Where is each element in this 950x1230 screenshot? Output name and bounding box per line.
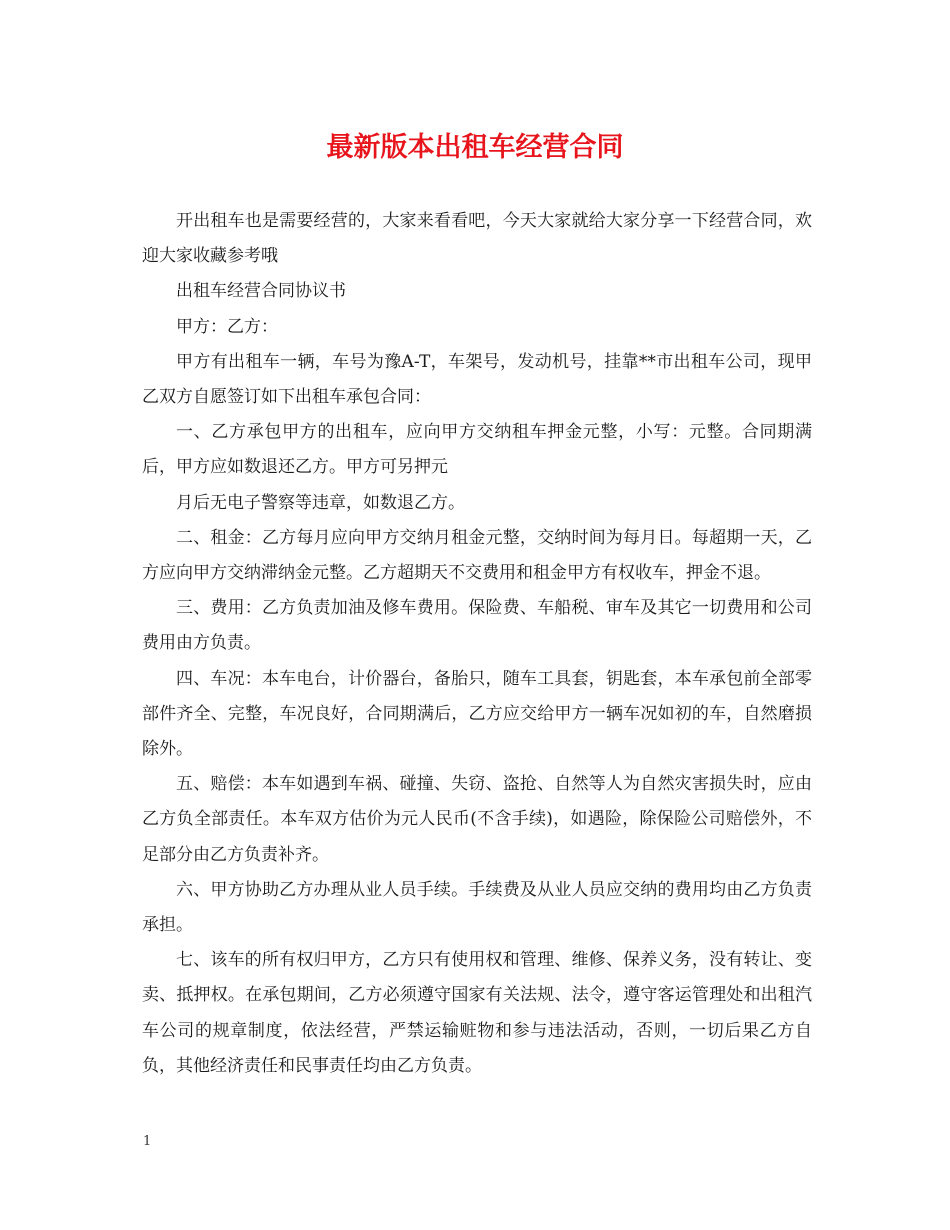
paragraph-clause-2: 二、租金：乙方每月应向甲方交纳月租金元整，交纳时间为每月日。每超期一天，乙方应向甲方交纳滞纳金元整。乙方超期天不交费用和租金甲方有权收车，押金不退。 [142, 527, 812, 584]
paragraph-vehicle-info: 甲方有出租车一辆，车号为豫A-T，车架号，发动机号，挂靠**市出租车公司，现甲乙双方自愿签订如下出租车承包合同： [142, 351, 812, 408]
paragraph-clause-7: 七、该车的所有权归甲方，乙方只有使用权和管理、维修、保养义务，没有转让、变卖、抵押权。在承包期间，乙方必须遵守国家有关法规、法令，遵守客运管理处和出租汽车公司的规章制度，依法经营，严禁运输赃物和参与违法活动，否则，一切后果乙方自负，其他经济责任和民事责任均由乙方负责。 [142, 950, 812, 1076]
paragraph-clause-1: 一、乙方承包甲方的出租车，应向甲方交纳租车押金元整，小写：元整。合同期满后，甲方应如数退还乙方。甲方可另押元 [142, 422, 812, 478]
paragraph-clause-6: 六、甲方协助乙方办理从业人员手续。手续费及从业人员应交纳的费用均由乙方负责承担。 [142, 879, 812, 936]
paragraph-clause-5: 五、赔偿：本车如遇到车祸、碰撞、失窃、盗抢、自然等人为自然灾害损失时，应由乙方负全部责任。本车双方估价为元人民币(不含手续)，如遇险，除保险公司赔偿外，不足部分由乙方负责补齐。 [142, 774, 812, 865]
document-body [142, 204, 812, 1084]
page-number: 1 [143, 1134, 152, 1149]
paragraph-agreement-heading: 出租车经营合同协议书 [176, 281, 346, 302]
paragraph-clause-3: 三、费用：乙方负责加油及修车费用。保险费、车船税、审车及其它一切费用和公司费用由方负责。 [142, 598, 812, 654]
paragraph-parties: 甲方：乙方： [176, 316, 278, 337]
paragraph-clause-4: 四、车况：本车电台，计价器台，备胎只，随车工具套，钥匙套，本车承包前全部零部件齐全、完整，车况良好，合同期满后，乙方应交给甲方一辆车况如初的车，自然磨损除外。 [142, 668, 812, 760]
paragraph-clause-1-cont: 月后无电子警察等违章，如数退乙方。 [176, 492, 465, 513]
paragraph-intro: 开出租车也是需要经营的，大家来看看吧，今天大家就给大家分享一下经营合同，欢迎大家收藏参考哦 [142, 211, 812, 267]
document-title: 最新版本出租车经营合同 [326, 132, 624, 163]
